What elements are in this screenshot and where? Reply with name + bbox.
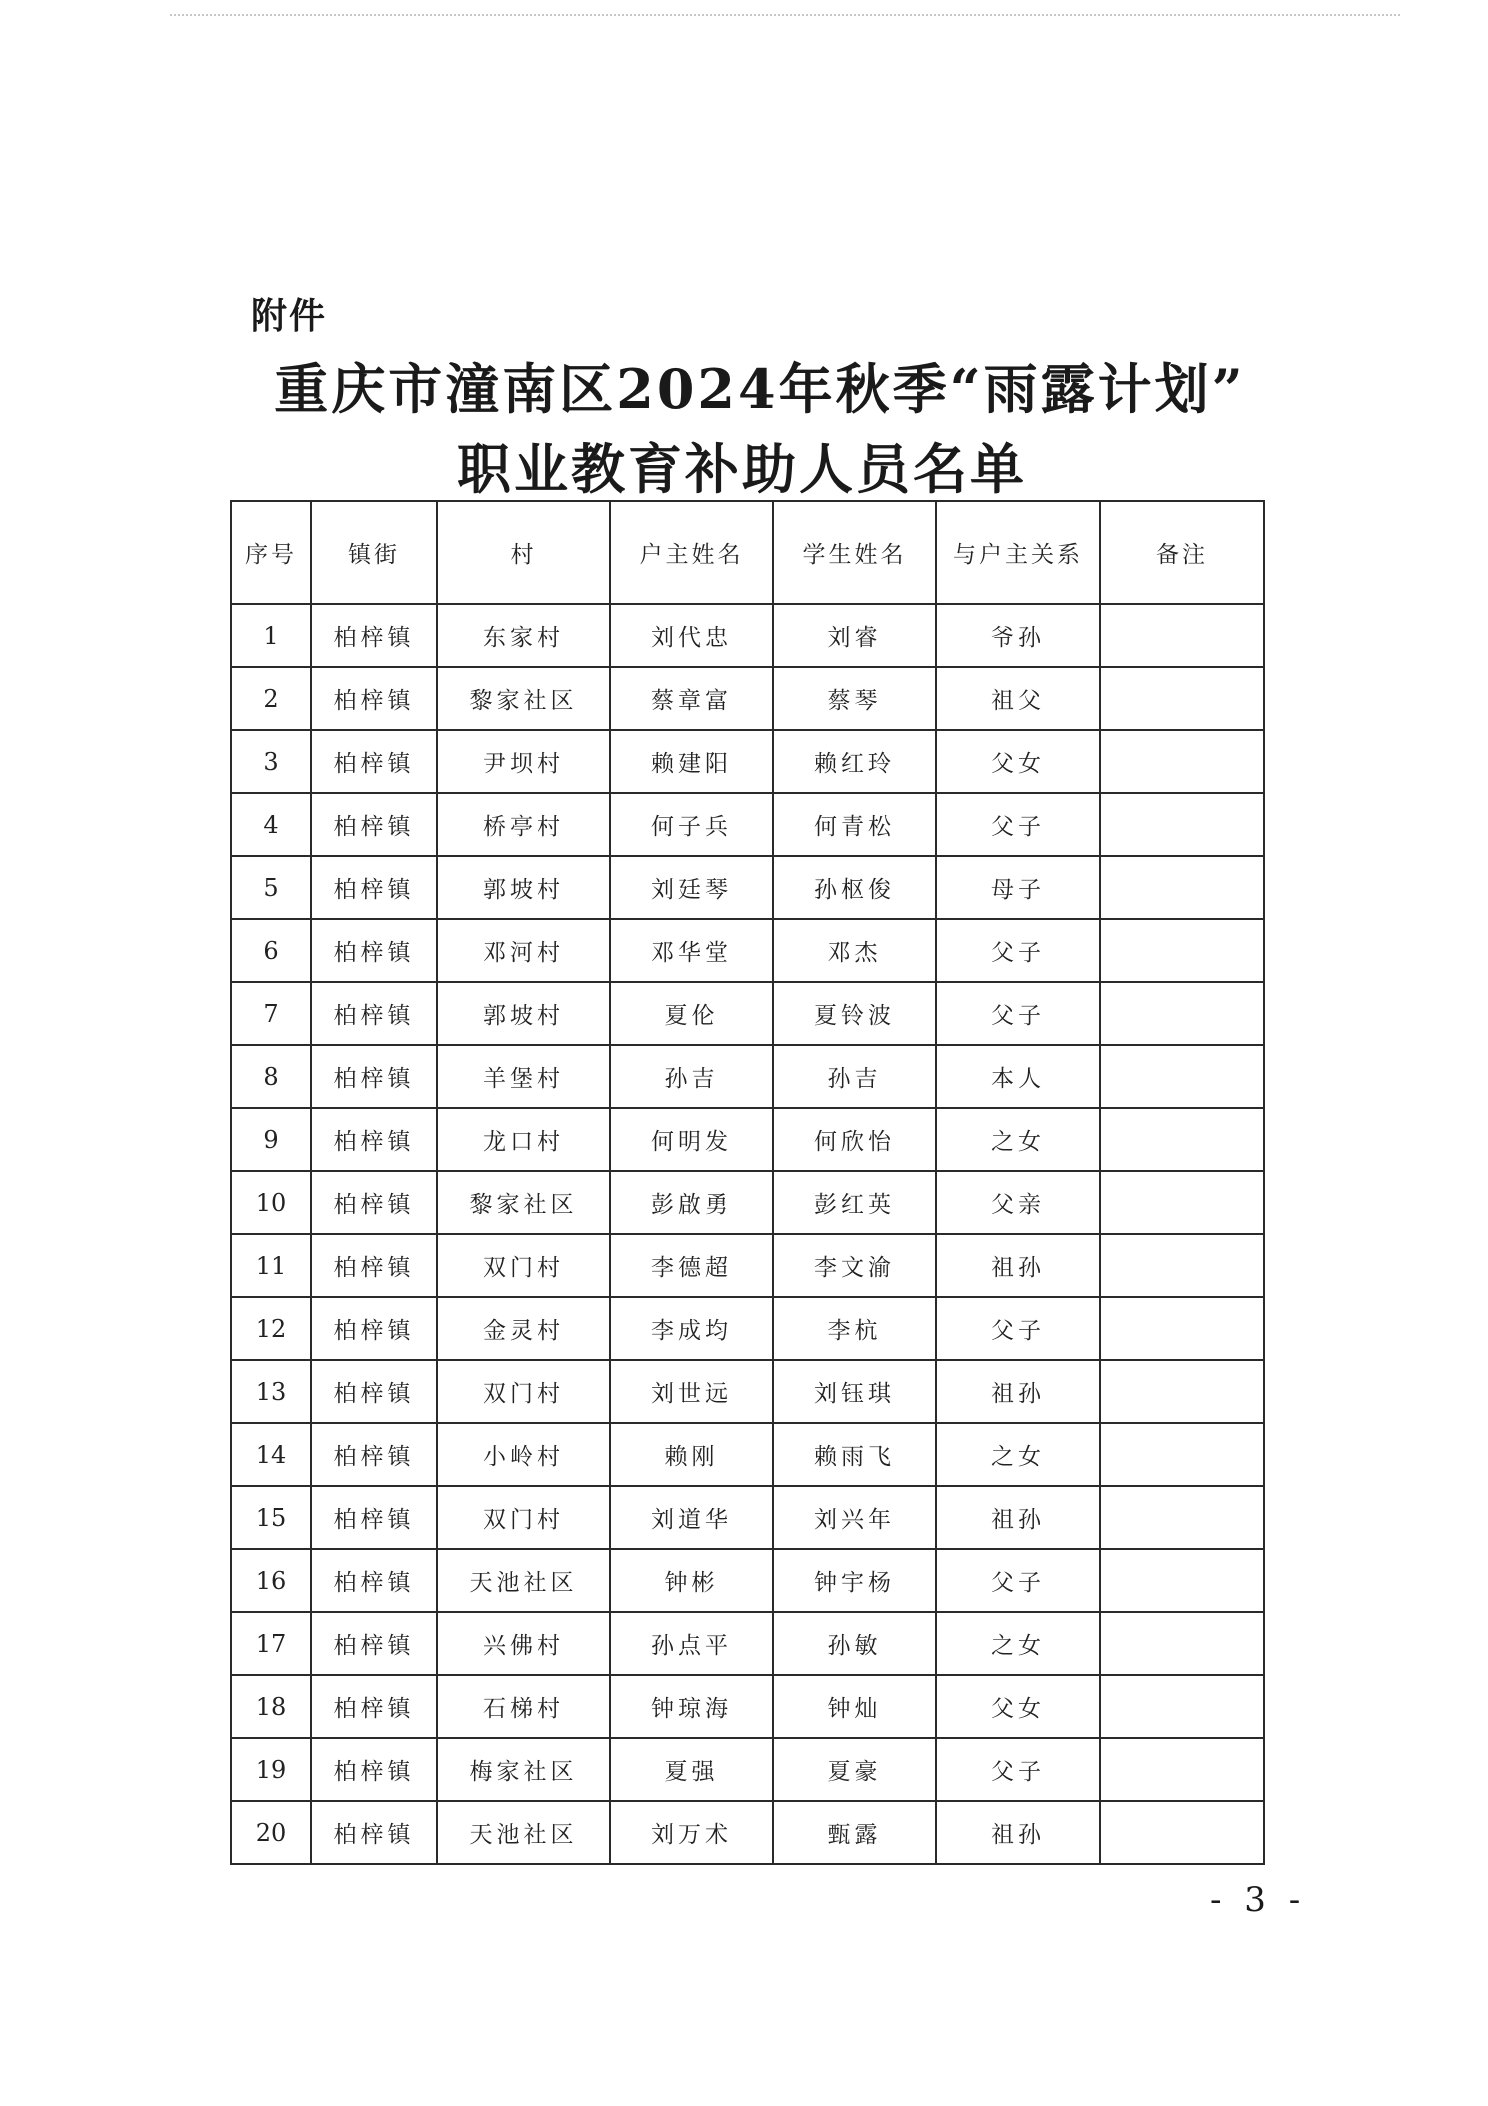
table-row — [231, 1486, 1264, 1549]
table-row — [231, 1360, 1264, 1423]
table-header-row — [231, 501, 1264, 604]
remarks — [1100, 1801, 1264, 1864]
householder-name: 夏伦 — [610, 982, 773, 1045]
relation: 爷孙 — [936, 604, 1100, 667]
table-row — [231, 1423, 1264, 1486]
table-row — [231, 919, 1264, 982]
table-row — [231, 1801, 1264, 1864]
town-name: 柏梓镇 — [311, 1675, 437, 1738]
village-name: 郭坡村 — [437, 982, 610, 1045]
student-name: 孙枢俊 — [773, 856, 936, 919]
table-row — [231, 730, 1264, 793]
householder-name: 刘代忠 — [610, 604, 773, 667]
village-name: 双门村 — [437, 1234, 610, 1297]
relation: 父女 — [936, 1675, 1100, 1738]
remarks — [1100, 1045, 1264, 1108]
householder-name: 刘道华 — [610, 1486, 773, 1549]
relation: 本人 — [936, 1045, 1100, 1108]
village-name: 龙口村 — [437, 1108, 610, 1171]
relation-header: 与户主关系 — [936, 501, 1100, 604]
town-name: 柏梓镇 — [311, 1486, 437, 1549]
student-name: 刘钰琪 — [773, 1360, 936, 1423]
roster-table — [230, 500, 1265, 1865]
title-line-1: 重庆市潼南区2024年秋季“雨露计划” — [274, 357, 1246, 421]
relation: 祖父 — [936, 667, 1100, 730]
table-row — [231, 982, 1264, 1045]
householder-name: 刘万术 — [610, 1801, 773, 1864]
town-name: 柏梓镇 — [311, 856, 437, 919]
remarks — [1100, 1738, 1264, 1801]
table-row — [231, 793, 1264, 856]
relation: 祖孙 — [936, 1234, 1100, 1297]
town-header: 镇街 — [311, 501, 437, 604]
table-row — [231, 1612, 1264, 1675]
row-index: 5 — [231, 856, 311, 919]
village-name: 黎家社区 — [437, 1171, 610, 1234]
student-name: 赖红玲 — [773, 730, 936, 793]
relation: 父子 — [936, 793, 1100, 856]
remarks — [1100, 1675, 1264, 1738]
householder-name: 夏强 — [610, 1738, 773, 1801]
remarks — [1100, 982, 1264, 1045]
village-header: 村 — [437, 501, 610, 604]
town-name: 柏梓镇 — [311, 1108, 437, 1171]
remarks — [1100, 1612, 1264, 1675]
village-name: 金灵村 — [437, 1297, 610, 1360]
remarks — [1100, 793, 1264, 856]
village-name: 郭坡村 — [437, 856, 610, 919]
village-name: 东家村 — [437, 604, 610, 667]
row-index: 9 — [231, 1108, 311, 1171]
table-row — [231, 1045, 1264, 1108]
remarks — [1100, 1486, 1264, 1549]
remarks — [1100, 730, 1264, 793]
student-name: 蔡琴 — [773, 667, 936, 730]
relation: 父子 — [936, 1297, 1100, 1360]
relation: 之女 — [936, 1423, 1100, 1486]
town-name: 柏梓镇 — [311, 982, 437, 1045]
row-index: 1 — [231, 604, 311, 667]
student-name: 夏豪 — [773, 1738, 936, 1801]
row-index: 13 — [231, 1360, 311, 1423]
student-name: 孙敏 — [773, 1612, 936, 1675]
householder-name: 钟彬 — [610, 1549, 773, 1612]
remarks — [1100, 919, 1264, 982]
householder-name: 何子兵 — [610, 793, 773, 856]
table-row — [231, 1738, 1264, 1801]
householder-name: 何明发 — [610, 1108, 773, 1171]
householder-name: 邓华堂 — [610, 919, 773, 982]
student-name: 甄露 — [773, 1801, 936, 1864]
table-row — [231, 604, 1264, 667]
town-name: 柏梓镇 — [311, 667, 437, 730]
student-name: 夏铃波 — [773, 982, 936, 1045]
row-index: 10 — [231, 1171, 311, 1234]
student-name: 何欣怡 — [773, 1108, 936, 1171]
village-name: 天池社区 — [437, 1801, 610, 1864]
town-name: 柏梓镇 — [311, 919, 437, 982]
row-index: 19 — [231, 1738, 311, 1801]
village-name: 尹坝村 — [437, 730, 610, 793]
remarks — [1100, 1423, 1264, 1486]
row-index: 11 — [231, 1234, 311, 1297]
town-name: 柏梓镇 — [311, 1612, 437, 1675]
village-name: 羊堡村 — [437, 1045, 610, 1108]
relation: 父子 — [936, 1738, 1100, 1801]
remarks — [1100, 1360, 1264, 1423]
village-name: 黎家社区 — [437, 667, 610, 730]
student-name: 邓杰 — [773, 919, 936, 982]
student-name: 赖雨飞 — [773, 1423, 936, 1486]
householder-header: 户主姓名 — [610, 501, 773, 604]
remarks — [1100, 1549, 1264, 1612]
town-name: 柏梓镇 — [311, 730, 437, 793]
row-index: 12 — [231, 1297, 311, 1360]
row-index: 4 — [231, 793, 311, 856]
student-name: 钟灿 — [773, 1675, 936, 1738]
town-name: 柏梓镇 — [311, 1045, 437, 1108]
householder-name: 刘世远 — [610, 1360, 773, 1423]
student-header: 学生姓名 — [773, 501, 936, 604]
village-name: 双门村 — [437, 1360, 610, 1423]
householder-name: 彭啟勇 — [610, 1171, 773, 1234]
remarks — [1100, 1171, 1264, 1234]
title-line-2: 职业教育补助人员名单 — [457, 437, 1027, 501]
village-name: 双门村 — [437, 1486, 610, 1549]
householder-name: 蔡章富 — [610, 667, 773, 730]
town-name: 柏梓镇 — [311, 1738, 437, 1801]
row-index: 7 — [231, 982, 311, 1045]
student-name: 钟宇杨 — [773, 1549, 936, 1612]
village-name: 小岭村 — [437, 1423, 610, 1486]
householder-name: 孙吉 — [610, 1045, 773, 1108]
relation: 之女 — [936, 1612, 1100, 1675]
town-name: 柏梓镇 — [311, 604, 437, 667]
student-name: 孙吉 — [773, 1045, 936, 1108]
row-index: 15 — [231, 1486, 311, 1549]
town-name: 柏梓镇 — [311, 793, 437, 856]
table-row — [231, 1549, 1264, 1612]
village-name: 桥亭村 — [437, 793, 610, 856]
town-name: 柏梓镇 — [311, 1360, 437, 1423]
scan-artifact — [170, 14, 1400, 19]
page-number: - 3 - — [1210, 1880, 1307, 1920]
relation: 父子 — [936, 1549, 1100, 1612]
row-index: 3 — [231, 730, 311, 793]
remarks — [1100, 1108, 1264, 1171]
student-name: 刘兴年 — [773, 1486, 936, 1549]
table-row — [231, 1234, 1264, 1297]
village-name: 石梯村 — [437, 1675, 610, 1738]
village-name: 梅家社区 — [437, 1738, 610, 1801]
row-index: 20 — [231, 1801, 311, 1864]
relation: 之女 — [936, 1108, 1100, 1171]
village-name: 邓河村 — [437, 919, 610, 982]
town-name: 柏梓镇 — [311, 1297, 437, 1360]
householder-name: 赖刚 — [610, 1423, 773, 1486]
village-name: 兴佛村 — [437, 1612, 610, 1675]
householder-name: 刘廷琴 — [610, 856, 773, 919]
relation: 母子 — [936, 856, 1100, 919]
householder-name: 李成均 — [610, 1297, 773, 1360]
householder-name: 钟琼海 — [610, 1675, 773, 1738]
town-name: 柏梓镇 — [311, 1801, 437, 1864]
table-row — [231, 1297, 1264, 1360]
relation: 祖孙 — [936, 1801, 1100, 1864]
town-name: 柏梓镇 — [311, 1423, 437, 1486]
relation: 父女 — [936, 730, 1100, 793]
relation: 祖孙 — [936, 1486, 1100, 1549]
row-index: 17 — [231, 1612, 311, 1675]
table-row — [231, 1171, 1264, 1234]
remarks — [1100, 1297, 1264, 1360]
index-header: 序号 — [231, 501, 311, 604]
student-name: 李杭 — [773, 1297, 936, 1360]
row-index: 14 — [231, 1423, 311, 1486]
row-index: 2 — [231, 667, 311, 730]
attachment-label: 附件 — [251, 296, 328, 337]
relation: 祖孙 — [936, 1360, 1100, 1423]
remarks — [1100, 856, 1264, 919]
table-body — [231, 604, 1264, 1864]
table-row — [231, 1108, 1264, 1171]
row-index: 16 — [231, 1549, 311, 1612]
relation: 父子 — [936, 982, 1100, 1045]
student-name: 何青松 — [773, 793, 936, 856]
student-name: 李文渝 — [773, 1234, 936, 1297]
row-index: 18 — [231, 1675, 311, 1738]
row-index: 8 — [231, 1045, 311, 1108]
householder-name: 李德超 — [610, 1234, 773, 1297]
student-name: 刘睿 — [773, 604, 936, 667]
householder-name: 孙点平 — [610, 1612, 773, 1675]
remarks-header: 备注 — [1100, 501, 1264, 604]
table-row — [231, 667, 1264, 730]
town-name: 柏梓镇 — [311, 1171, 437, 1234]
remarks — [1100, 604, 1264, 667]
row-index: 6 — [231, 919, 311, 982]
table-row — [231, 856, 1264, 919]
student-name: 彭红英 — [773, 1171, 936, 1234]
householder-name: 赖建阳 — [610, 730, 773, 793]
remarks — [1100, 1234, 1264, 1297]
village-name: 天池社区 — [437, 1549, 610, 1612]
remarks — [1100, 667, 1264, 730]
table-row — [231, 1675, 1264, 1738]
relation: 父亲 — [936, 1171, 1100, 1234]
relation: 父子 — [936, 919, 1100, 982]
town-name: 柏梓镇 — [311, 1549, 437, 1612]
town-name: 柏梓镇 — [311, 1234, 437, 1297]
